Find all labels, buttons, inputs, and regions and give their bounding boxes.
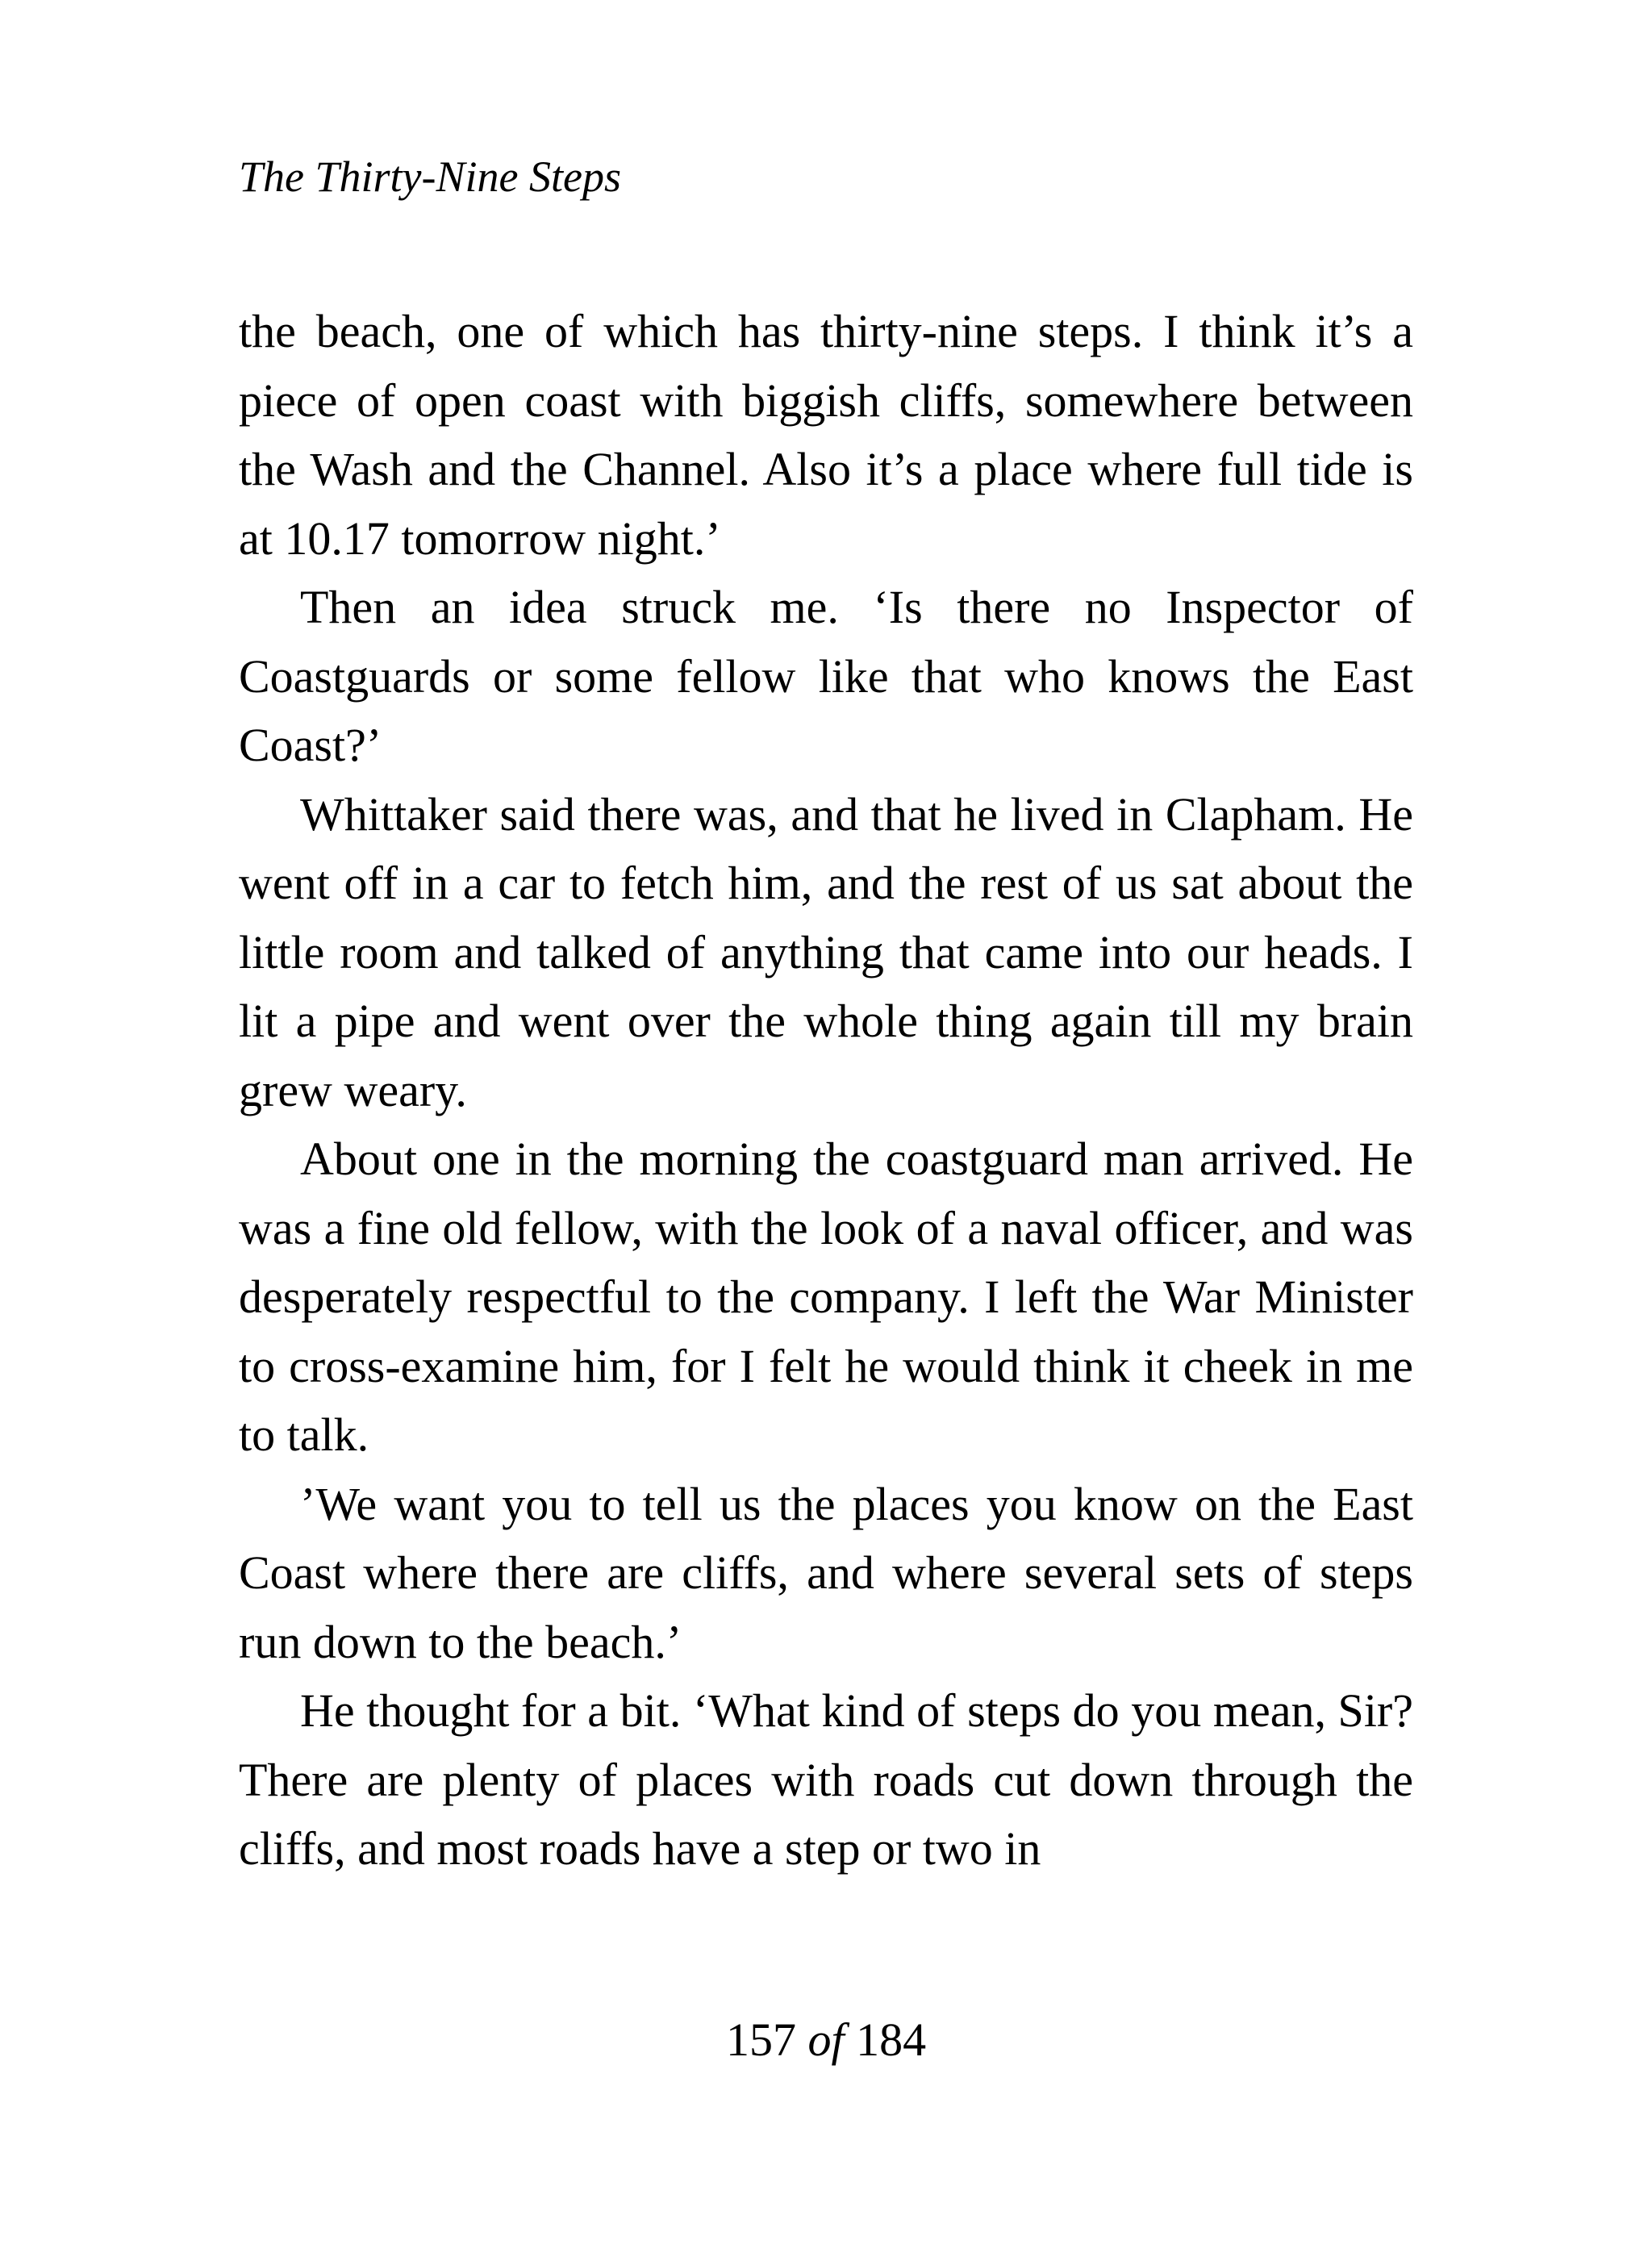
page-body [239,297,1413,1884]
paragraph: Whittaker said there was, and that he lived in Clapham. He went off in a car to fetch him, and the rest of us sat about the little room and talked of anything that came into our heads. I lit a pipe and went over the whole thing again till my brain grew weary. [239,787,1413,1116]
paragraph-continued: the beach, one of which has thirty-nine steps. I think it’s a piece of open coast with biggish cliffs, somewhere between the Wash and the Channel. Also it’s a place where full tide is at 10.17 tomorrow night.’ [239,305,1413,565]
page-number [0,2012,1652,2068]
paragraph-last: He thought for a bit. ‘What kind of steps do you mean, Sir? There are plenty of places with roads cut down through the cliffs, and most roads have a step or two in [239,1684,1413,1875]
running-header-title: The Thirty-Nine Steps [239,152,621,201]
current-page-number: 157 [725,2013,796,2066]
page-of-label: of [807,2013,845,2066]
total-pages-number: 184 [856,2013,927,2066]
paragraph: About one in the morning the coastguard man arrived. He was a fine old fellow, with the look of a naval officer, and was desperately respectful to the company. I left the War Minister to cross-examine him, for I felt he would think it cheek in me to talk. [239,1133,1413,1461]
paragraph: Then an idea struck me. ‘Is there no Inspector of Coastguards or some fellow like that who knows the East Coast?’ [239,581,1413,771]
paragraph: ’We want you to tell us the places you know on the East Coast where there are cliffs, and where several sets of steps run down to the beach.’ [239,1477,1413,1668]
